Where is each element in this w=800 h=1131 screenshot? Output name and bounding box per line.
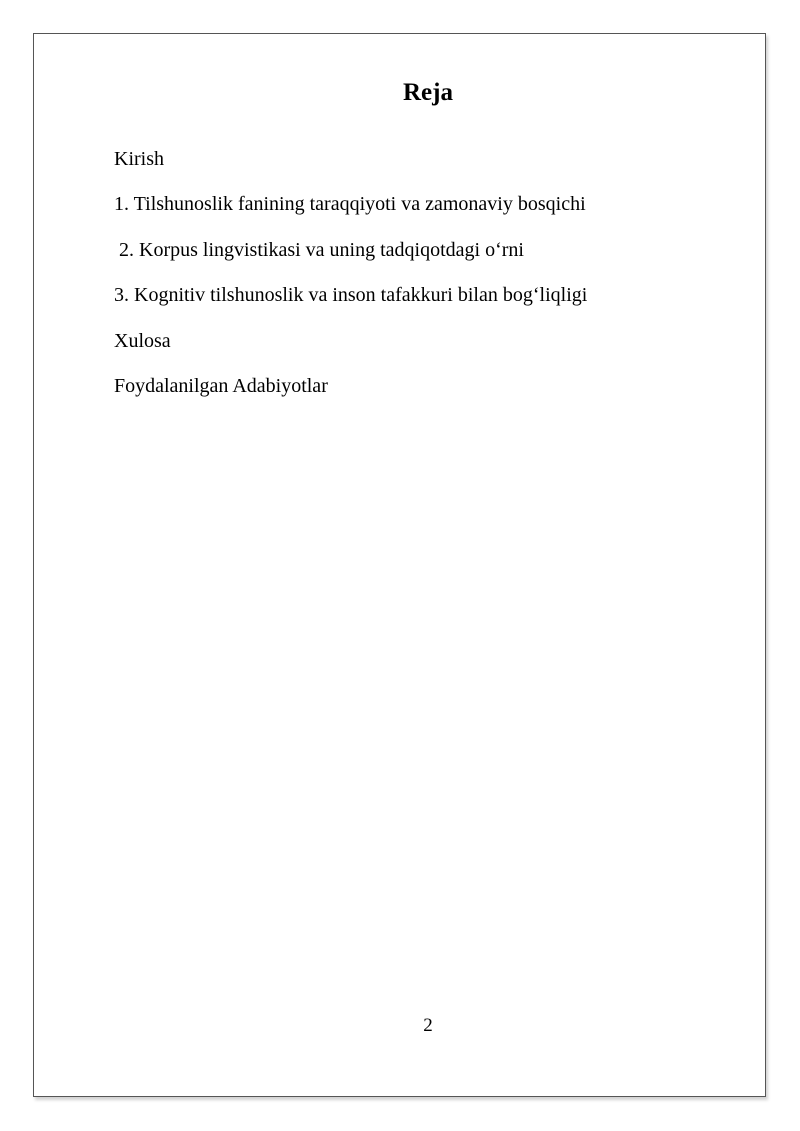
- toc-item-section-2: 2. Korpus lingvistikasi va uning tadqiqotdagi o‘rni: [119, 238, 524, 261]
- toc-item-references: Foydalanilgan Adabiyotlar: [114, 374, 328, 397]
- toc-item-intro: Kirish: [114, 148, 164, 170]
- page-title: Reja: [403, 79, 453, 106]
- toc-item-section-1: 1. Tilshunoslik fanining taraqqiyoti va zamonaviy bosqichi: [114, 193, 586, 216]
- table-of-contents: [114, 146, 587, 418]
- page-number: 2: [423, 1015, 433, 1036]
- toc-item-conclusion: Xulosa: [114, 329, 171, 352]
- toc-item-section-3: 3. Kognitiv tilshunoslik va inson tafakkuri bilan bog‘liqligi: [114, 284, 588, 307]
